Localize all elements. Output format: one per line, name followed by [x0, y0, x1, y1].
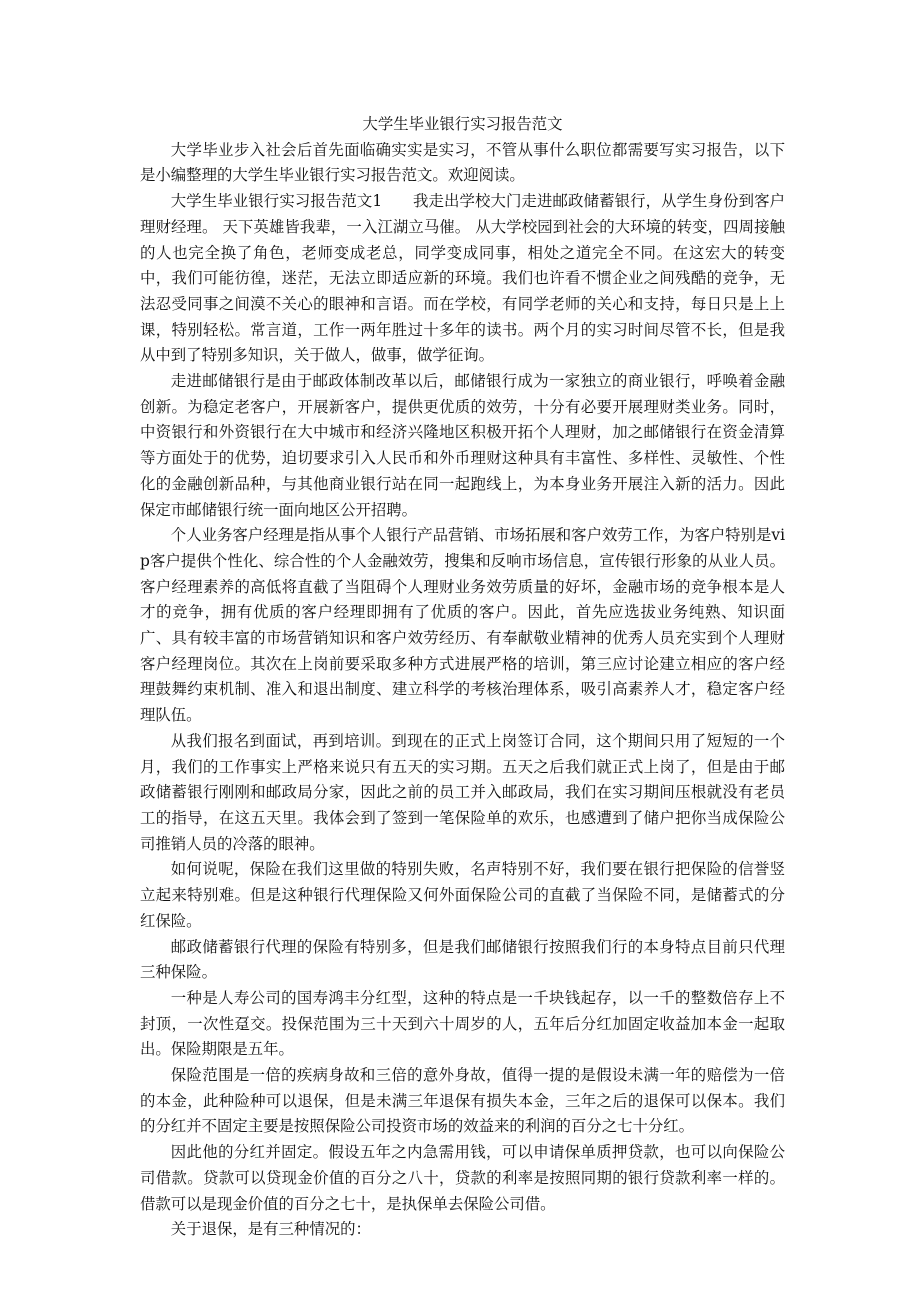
document-title: 大学生毕业银行实习报告范文 — [362, 115, 563, 133]
section-1-text: 我走出学校大门走进邮政储蓄银行，从学生身份到客户理财经理。 天下英雄皆我辈，一入江湖立马催。 从大学校园到社会的大环境的转变，四周接触的人也完全换了角色，老师变成老总，同学变成同事，相处之道完全不同。在这宏大的转变中，我们可能彷徨，迷茫，无法立即适应新的环境。我们也许看不惯企业之间残酷的竞争，无法忍受同事之间漠不关心的眼神和言语。而在学校，有同学老师的关心和支持，每日只是上上课，特别轻松。常言道，工作一两年胜过十多年的读书。两个月的实习时间尽管不长，但是我从中到了特别多知识，关于做人，做事，做学征询。 — [140, 192, 785, 365]
paragraph-9: 保险范围是一倍的疾病身故和三倍的意外身故，值得一提的是假设未满一年的赔偿为一倍的本金，此种险种可以退保，但是未满三年退保有损失本金，三年之后的退保可以保本。我们的分红并不固定主要是按照保险公司投资市场的效益来的利润的百分之七十分红。 — [140, 1066, 785, 1136]
paragraph-6: 如何说呢，保险在我们这里做的特别失败，名声特别不好，我们要在银行把保险的信誉竖立起来特别难。但是这种银行代理保险又何外面保险公司的直截了当保险不同，是储蓄式的分红保险。 — [140, 860, 785, 930]
paragraph-7: 邮政储蓄银行代理的保险有特别多，但是我们邮储银行按照我们行的本身特点目前只代理三种保险。 — [140, 937, 785, 982]
paragraph-11: 关于退保，是有三种情况的： — [170, 1220, 371, 1239]
document-body — [140, 112, 785, 1243]
paragraph-8: 一种是人寿公司的国寿鸿丰分红型，这种的特点是一千块钱起存，以一千的整数倍存上不封顶，一次性趸交。投保范围为三十天到六十周岁的人，五年后分红加固定收益加本金一起取出。保险期限是五年。 — [140, 988, 785, 1059]
paragraph-section-1 — [140, 189, 785, 369]
paragraph-10: 因此他的分红并固定。假设五年之内急需用钱，可以申请保单质押贷款，也可以向保险公司借款。贷款可以贷现金价值的百分之八十，贷款的利率是按照同期的银行贷款利率一样的。借款可以是现金价值的百分之七十，是执保单去保险公司借。 — [140, 1143, 785, 1213]
section-heading: 大学生毕业银行实习报告范文1 — [170, 192, 383, 211]
paragraph-intro: 大学毕业步入社会后首先面临确实实是实习，不管从事什么职位都需要写实习报告，以下是小编整理的大学生毕业银行实习报告范文。欢迎阅读。 — [140, 140, 785, 185]
paragraph-4: 个人业务客户经理是指从事个人银行产品营销、市场拓展和客户效劳工作，为客户特别是vip客户提供个性化、综合性的个人金融效劳，搜集和反响市场信息，宣传银行形象的从业人员。客户经理素养的高低将直截了当阻碍个人理财业务效劳质量的好坏，金融市场的竞争根本是人才的竞争，拥有优质的客户经理即拥有了优质的客户。因此，首先应选拔业务纯熟、知识面广、具有较丰富的市场营销知识和客户效劳经历、有奉献敬业精神的优秀人员充实到个人理财客户经理岗位。其次在上岗前要采取多种方式进展严格的培训，第三应讨论建立相应的客户经理鼓舞约束机制、准入和退出制度、建立科学的考核治理体系，吸引高素养人才，稳定客户经理队伍。 — [140, 526, 785, 725]
paragraph-3: 走进邮储银行是由于邮政体制改革以后，邮储银行成为一家独立的商业银行，呼唤着金融创新。为稳定老客户，开展新客户，提供更优质的效劳，十分有必要开展理财类业务。同时，中资银行和外资银行在大中城市和经济兴隆地区积极开拓个人理财，加之邮储银行在资金清算等方面处于的优势，迫切要求引入人民币和外币理财这种具有丰富性、多样性、灵敏性、个性化的金融创新品种，与其他商业银行站在同一起跑线上，为本身业务开展注入新的活力。因此保定市邮储银行统一面向地区公开招聘。 — [140, 372, 785, 519]
paragraph-5: 从我们报名到面试，再到培训。到现在的正式上岗签订合同，这个期间只用了短短的一个月，我们的工作事实上严格来说只有五天的实习期。五天之后我们就正式上岗了，但是由于邮政储蓄银行刚刚和邮政局分家，因此之前的员工并入邮政局，我们在实习期间压根就没有老员工的指导，在这五天里。我体会到了签到一笔保险单的欢乐，也感遭到了储户把你当成保险公司推销人员的冷落的眼神。 — [140, 731, 785, 853]
